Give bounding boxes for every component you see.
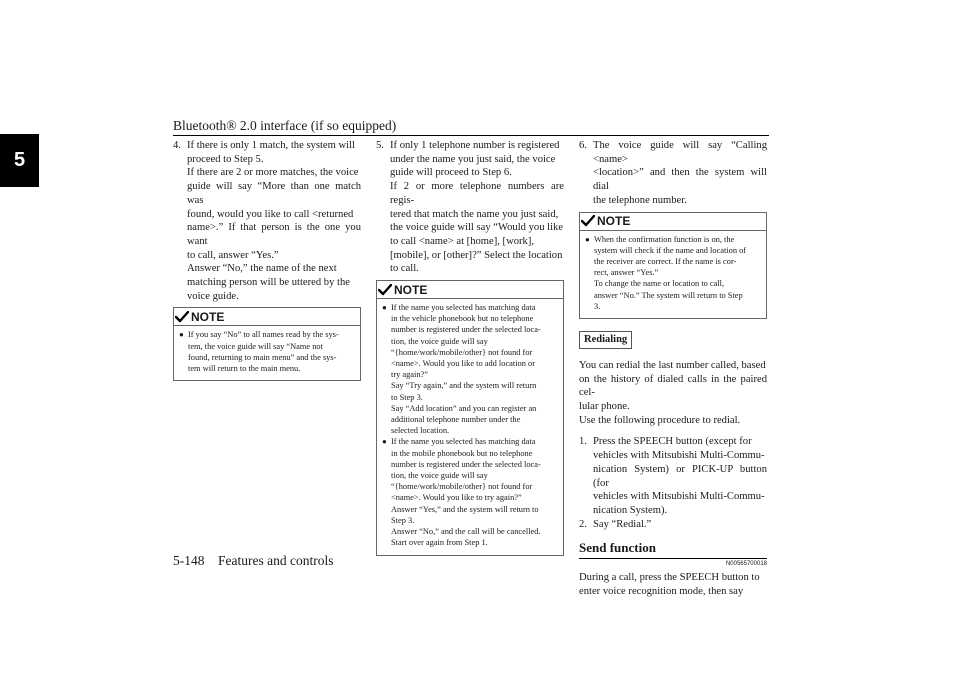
step-number: 2. xyxy=(579,518,587,530)
text-line: guide will say “More than one match was xyxy=(187,181,361,206)
header-rule xyxy=(173,135,769,136)
note-text-line: number is registered under the selected loca- xyxy=(391,459,541,469)
text-line: to call. xyxy=(390,263,419,275)
note-text-line: To change the name or location to call, xyxy=(594,279,725,289)
text-line: lular phone. xyxy=(579,401,630,413)
checkmark-icon xyxy=(174,310,190,324)
note-text-line: to Step 3. xyxy=(391,392,423,402)
bullet-icon: ● xyxy=(382,437,387,447)
note-text-line: Say “Add location” and you can register an xyxy=(391,403,537,413)
text-line: to call, answer “Yes.” xyxy=(187,249,279,261)
note-text-line: in the mobile phonebook but no telephone xyxy=(391,448,533,458)
note-text-line: Answer “Yes,” and the system will return to xyxy=(391,504,539,514)
note-item xyxy=(382,436,558,548)
text-line: matching person will be uttered by the xyxy=(187,277,350,289)
note-label: NOTE xyxy=(597,214,631,229)
step-4 xyxy=(173,139,361,303)
note-label: NOTE xyxy=(191,309,225,324)
text-line: vehicles with Mitsubishi Multi-Commu- xyxy=(593,450,765,462)
note-text-line: system will check if the name and location of xyxy=(594,245,747,255)
note-text-line: <name>. Would you like to add location or xyxy=(391,359,535,369)
step-text xyxy=(593,518,767,532)
note-text-line: “{home/work/mobile/other} not found for xyxy=(391,347,533,357)
text-line: Press the SPEECH button (except for xyxy=(593,436,752,448)
step-number: 6. xyxy=(579,140,587,151)
note-text-line: Step 3. xyxy=(391,515,415,525)
step-text xyxy=(390,139,564,276)
note-text-line: answer “No.” The system will return to Step xyxy=(594,290,743,300)
step-6 xyxy=(579,139,767,208)
step-number: 5. xyxy=(376,140,384,151)
text-line: found, would you like to call <returned xyxy=(187,208,354,220)
note-text-line: rect, answer “Yes.” xyxy=(594,268,659,278)
note-box xyxy=(173,307,361,381)
note-items xyxy=(382,302,558,548)
checkmark-icon xyxy=(580,214,596,228)
note-text-line: tem, the voice guide will say “Name not xyxy=(188,341,323,351)
text-line: tered that match the name you just said, xyxy=(390,208,559,220)
text-line: to call <name> at [home], [work], xyxy=(390,235,535,247)
note-header xyxy=(580,213,761,230)
note-text-line: found, returning to main menu” and the sys- xyxy=(188,352,337,362)
text-line: During a call, press the SPEECH button to xyxy=(579,572,760,584)
text-line: If only 1 telephone number is registered xyxy=(390,140,560,151)
bullet-icon: ● xyxy=(382,303,387,313)
note-header xyxy=(377,281,558,298)
note-text-line: selected location. xyxy=(391,426,450,436)
note-text-line: If the name you selected has matching data xyxy=(391,437,536,447)
note-text-line: in the vehicle phonebook but no telephone xyxy=(391,314,534,324)
column-2 xyxy=(376,139,564,556)
note-label: NOTE xyxy=(394,282,428,297)
redialing-steps xyxy=(579,435,767,531)
note-text-line: tion, the voice guide will say xyxy=(391,471,488,481)
text-line: [mobile], or [other]?” Select the location xyxy=(390,249,563,261)
note-text-line: When the confirmation function is on, the xyxy=(594,234,735,244)
step-text xyxy=(187,139,361,303)
text-line: You can redial the last number called, based xyxy=(579,359,766,371)
step-text xyxy=(593,139,767,208)
note-text-line: If the name you selected has matching data xyxy=(391,303,536,313)
section-name: Features and controls xyxy=(218,553,334,568)
page-footer xyxy=(173,553,333,569)
text-line: the telephone number. xyxy=(593,194,687,206)
note-divider xyxy=(580,230,766,231)
step-number: 1. xyxy=(579,436,587,448)
note-text-line: Start over again from Step 1. xyxy=(391,538,488,548)
text-line: on the history of dialed calls in the paired cel- xyxy=(579,373,767,399)
bullet-icon: ● xyxy=(179,330,184,340)
note-text-line: Answer “No,” and the call will be cancelled. xyxy=(391,527,541,537)
note-items xyxy=(179,329,355,374)
step-5 xyxy=(376,139,564,276)
text-line: Use the following procedure to redial. xyxy=(579,414,741,426)
text-line: proceed to Step 5. xyxy=(187,153,264,165)
note-item xyxy=(585,234,761,312)
chapter-tab: 5 xyxy=(0,134,39,187)
note-text-line: try again?” xyxy=(391,370,428,380)
note-text-line: the receiver are correct. If the name is cor- xyxy=(594,256,737,266)
text-line: Say “Redial.” xyxy=(593,518,652,530)
send-function-heading: Send function xyxy=(579,540,767,559)
note-text-line: tem will return to the main menu. xyxy=(188,364,301,374)
text-line: voice guide. xyxy=(187,290,239,302)
note-items xyxy=(585,234,761,312)
redialing-intro xyxy=(579,359,767,428)
step-number: 4. xyxy=(173,140,181,151)
text-line: the voice guide will say “Would you like xyxy=(390,222,564,234)
note-box xyxy=(579,212,767,319)
text-line: Answer “No,” the name of the next xyxy=(187,263,337,275)
text-line: If there are 2 or more matches, the voice xyxy=(187,167,359,179)
note-text-line: <name>. Would you like to try again?” xyxy=(391,493,522,503)
page-number: 5-148 xyxy=(173,553,205,568)
note-text-line: tion, the voice guide will say xyxy=(391,336,488,346)
text-line: enter voice recognition mode, then say xyxy=(579,586,744,598)
redialing-heading: Redialing xyxy=(579,331,632,349)
text-line: under the name you just said, the voice xyxy=(390,153,556,165)
text-line: name>.” If that person is the one you want xyxy=(187,222,361,247)
text-line: <location>” and then the system will dial xyxy=(593,167,767,193)
note-box xyxy=(376,280,564,555)
text-line: nication System). xyxy=(593,504,668,516)
note-text-line: 3. xyxy=(594,301,601,311)
text-line: The voice guide will say “Calling <name> xyxy=(593,140,767,165)
bullet-icon: ● xyxy=(585,234,590,244)
column-1 xyxy=(173,139,361,381)
text-line: nication System) or PICK-UP button (for xyxy=(593,463,767,489)
step-text xyxy=(593,435,767,517)
send-function-text xyxy=(579,571,767,598)
note-item xyxy=(382,302,558,436)
note-divider xyxy=(174,325,360,326)
note-item xyxy=(179,329,355,374)
text-line: If 2 or more telephone numbers are regis- xyxy=(390,181,564,206)
note-text-line: number is registered under the selected loca- xyxy=(391,325,541,335)
text-line: guide will proceed to Step 6. xyxy=(390,167,512,179)
procedure-step xyxy=(579,435,767,517)
note-header xyxy=(174,308,355,325)
checkmark-icon xyxy=(377,283,393,297)
section-code: N00565700018 xyxy=(725,561,767,568)
procedure-step xyxy=(579,518,767,532)
text-line: If there is only 1 match, the system will xyxy=(187,140,355,151)
header-title: Bluetooth® 2.0 interface (if so equipped) xyxy=(173,118,397,133)
note-text-line: Say “Try again,” and the system will return xyxy=(391,381,537,391)
column-3 xyxy=(579,139,767,599)
text-line: vehicles with Mitsubishi Multi-Commu- xyxy=(593,491,765,503)
note-divider xyxy=(377,298,563,299)
note-text-line: additional telephone number under the xyxy=(391,415,521,425)
note-text-line: “{home/work/mobile/other} not found for xyxy=(391,482,533,492)
note-text-line: If you say “No” to all names read by the sys- xyxy=(188,330,339,340)
